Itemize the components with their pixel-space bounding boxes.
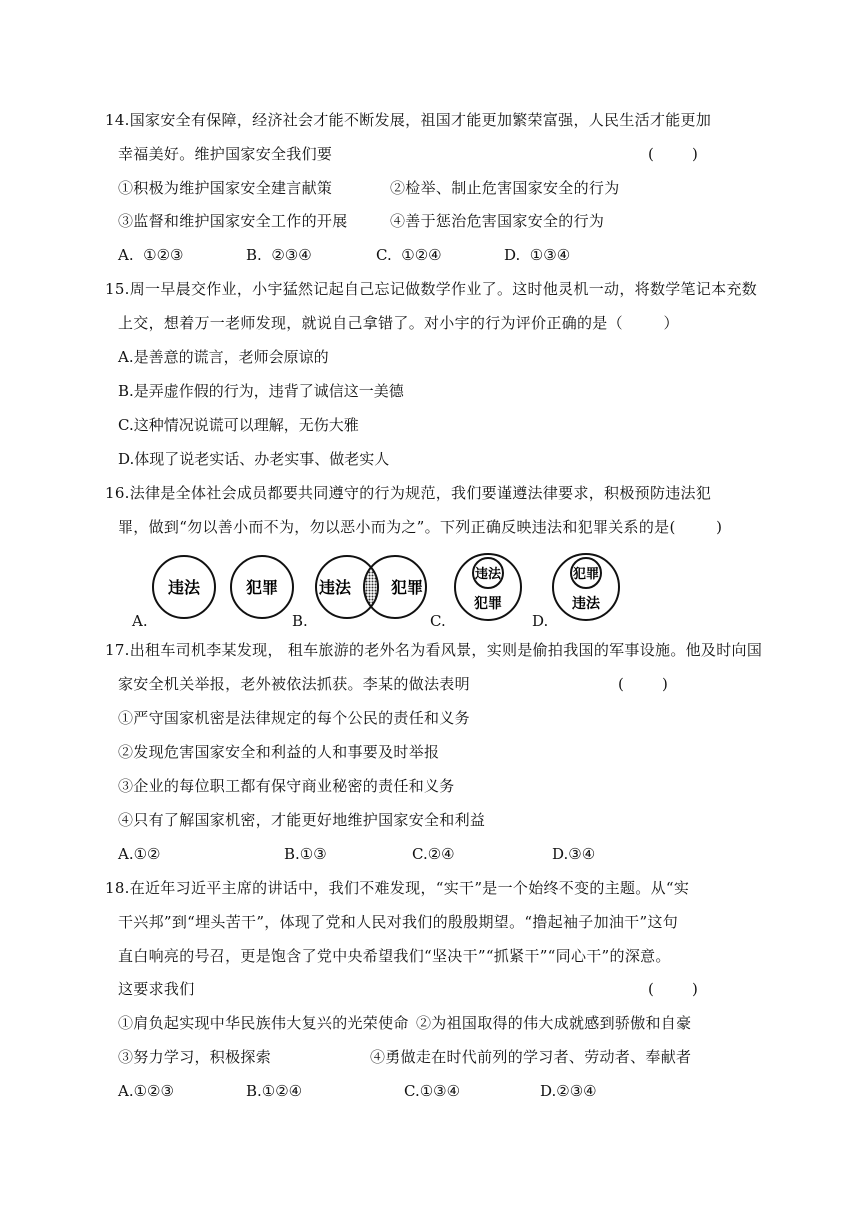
q16-stem-line1: 16.法律是全体社会成员都要共同遵守的行为规范，我们要谨遵法律要求，积极预防违法犯 bbox=[105, 484, 712, 502]
q15-option-c[interactable]: C.这种情况说谎可以理解，无伤大雅 bbox=[118, 416, 359, 434]
q18-option-a[interactable]: A.①②③ bbox=[118, 1082, 174, 1100]
q17-statement-3: ③企业的每位职工都有保守商业秘密的责任和义务 bbox=[118, 777, 455, 795]
q18-option-b[interactable]: B.①②④ bbox=[246, 1082, 303, 1100]
q15-stem-line1: 15.周一早晨交作业，小宇猛然记起自己忘记做数学作业了。这时他灵机一动，将数学笔记本充数 bbox=[105, 280, 758, 298]
q16-diagram-c bbox=[452, 551, 524, 623]
q16-option-a[interactable]: A. bbox=[132, 612, 148, 630]
q14-option-d[interactable]: D. ①③④ bbox=[504, 246, 571, 264]
q17-stem-line1: 17.出租车司机李某发现， 租车旅游的老外名为看风景，实则是偷拍我国的军事设施。他及时向国 bbox=[105, 641, 763, 659]
q17-option-a[interactable]: A.①② bbox=[118, 845, 161, 863]
q18-stem-line3: 直白响亮的号召，更是饱含了党中央希望我们“坚决干”“抓紧干”“同心干”的深意。 bbox=[118, 947, 671, 965]
q14-statement-1: ①积极为维护国家安全建言献策 bbox=[118, 179, 333, 197]
q17-option-b[interactable]: B.①③ bbox=[284, 845, 327, 863]
q15-option-a[interactable]: A.是善意的谎言，老师会原谅的 bbox=[118, 348, 329, 366]
q15-stem-line2: 上交，想着万一老师发现，就说自己拿错了。对小宇的行为评价正确的是（ ） bbox=[118, 314, 679, 332]
q16-c-illegal-label: 违法 bbox=[474, 567, 502, 582]
q18-statement-1: ①肩负起实现中华民族伟大复兴的光荣使命 bbox=[118, 1014, 409, 1032]
q16-b-crime-label: 犯罪 bbox=[390, 578, 424, 597]
q16-diagram-a bbox=[150, 553, 300, 621]
q14-option-b[interactable]: B. ②③④ bbox=[246, 246, 312, 264]
q14-answer-blank: ( ) bbox=[648, 145, 698, 163]
q18-statement-3: ③努力学习，积极探索 bbox=[118, 1048, 272, 1066]
q17-statement-2: ②发现危害国家安全和利益的人和事要及时举报 bbox=[118, 743, 440, 761]
q16-d-crime-label: 犯罪 bbox=[572, 567, 600, 582]
q18-answer-blank: ( ) bbox=[648, 980, 698, 998]
q17-option-c[interactable]: C.②④ bbox=[412, 845, 455, 863]
q18-option-d[interactable]: D.②③④ bbox=[540, 1082, 597, 1100]
q16-b-illegal-label: 违法 bbox=[318, 578, 352, 597]
q14-option-c[interactable]: C. ①②④ bbox=[376, 246, 442, 264]
q16-option-d[interactable]: D. bbox=[532, 612, 549, 630]
q17-statement-1: ①严守国家机密是法律规定的每个公民的责任和义务 bbox=[118, 709, 470, 727]
q18-option-c[interactable]: C.①③④ bbox=[404, 1082, 461, 1100]
q18-stem-line4: 这要求我们 bbox=[118, 980, 195, 998]
q14-statement-4: ④善于惩治危害国家安全的行为 bbox=[390, 212, 605, 230]
q14-stem-line2: 幸福美好。维护国家安全我们要 bbox=[118, 145, 333, 163]
q14-option-a[interactable]: A. ①②③ bbox=[118, 246, 184, 264]
q16-c-crime-label: 犯罪 bbox=[474, 596, 502, 612]
q16-option-c[interactable]: C. bbox=[430, 612, 446, 630]
q17-statement-4: ④只有了解国家机密，才能更好地维护国家安全和利益 bbox=[118, 811, 486, 829]
q15-option-d[interactable]: D.体现了说老实话、办老实事、做老实人 bbox=[118, 450, 390, 468]
q14-statement-2: ②检举、制止危害国家安全的行为 bbox=[390, 179, 620, 197]
q16-stem-line2: 罪，做到“勿以善小而不为，勿以恶小而为之”。下列正确反映违法和犯罪关系的是( ) bbox=[118, 518, 723, 536]
q14-stem-line1: 14.国家安全有保障，经济社会才能不断发展，祖国才能更加繁荣富强，人民生活才能更加 bbox=[105, 111, 712, 129]
q17-answer-blank: ( ) bbox=[618, 675, 668, 693]
q15-option-b[interactable]: B.是弄虚作假的行为，违背了诚信这一美德 bbox=[118, 382, 404, 400]
q14-statement-3: ③监督和维护国家安全工作的开展 bbox=[118, 212, 348, 230]
q16-d-illegal-label: 违法 bbox=[572, 596, 600, 612]
q18-stem-line2: 干兴邦”到“埋头苦干”，体现了党和人民对我们的殷殷期望。“撸起袖子加油干”这句 bbox=[118, 913, 679, 931]
q17-stem-line2: 家安全机关举报，老外被依法抓获。李某的做法表明 bbox=[118, 675, 470, 693]
q18-statement-2: ②为祖国取得的伟大成就感到骄傲和自豪 bbox=[416, 1014, 692, 1032]
q16-a-crime-label: 犯罪 bbox=[245, 578, 279, 597]
q18-stem-line1: 18.在近年习近平主席的讲话中，我们不难发现，“实干”是一个始终不变的主题。从“实 bbox=[105, 879, 690, 897]
q16-diagram-b bbox=[311, 553, 431, 621]
q18-statement-4: ④勇做走在时代前列的学习者、劳动者、奉献者 bbox=[370, 1048, 692, 1066]
q17-option-d[interactable]: D.③④ bbox=[552, 845, 596, 863]
q16-option-b[interactable]: B. bbox=[292, 612, 308, 630]
q16-diagram-d bbox=[550, 551, 622, 623]
q16-a-illegal-label: 违法 bbox=[167, 578, 201, 597]
